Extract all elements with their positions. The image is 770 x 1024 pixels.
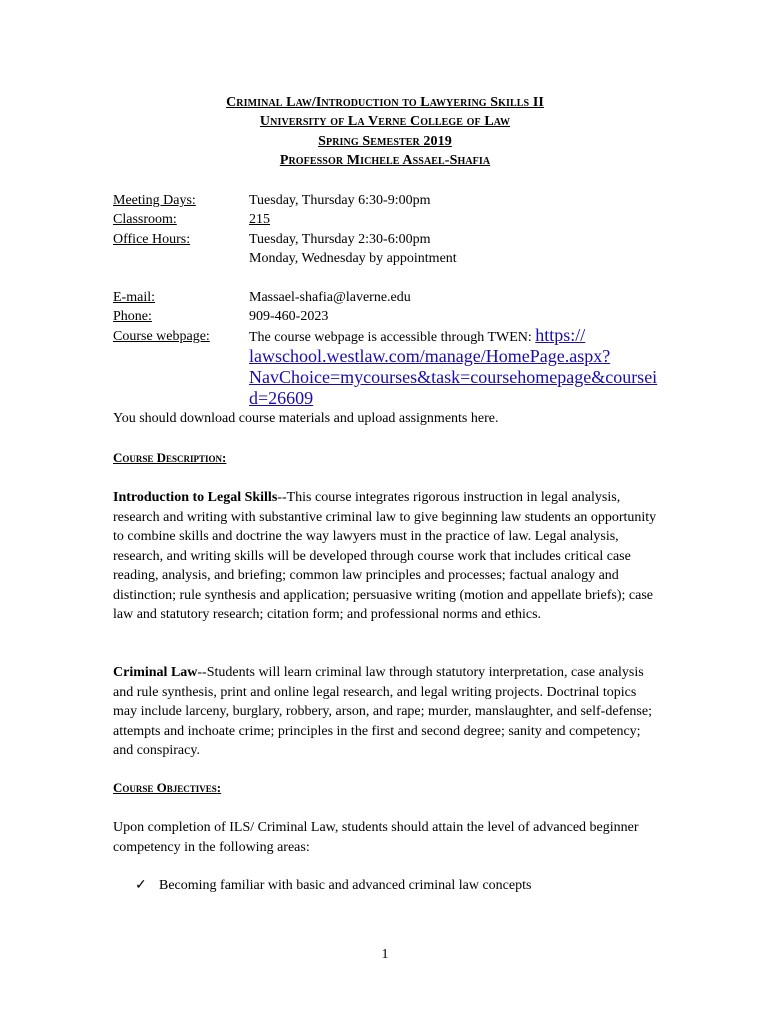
university-name: University of La Verne College of Law: [259, 114, 511, 129]
classroom-label: Classroom:: [113, 212, 177, 227]
course-webpage-label: Course webpage:: [113, 329, 210, 344]
course-description-heading-text: Course Description: [113, 450, 223, 465]
classroom-value: 215: [249, 212, 270, 227]
course-objectives-heading-text: Course Objectives: [113, 780, 217, 795]
phone-label: Phone:: [113, 309, 152, 324]
objective-item-1: [135, 877, 531, 894]
criminal-law-title: Criminal Law: [113, 665, 198, 680]
objectives-intro: Upon completion of ILS/ Criminal Law, students should attain the level of advanced beginner competency in the following areas:: [113, 820, 639, 855]
checkmark-icon: ✓: [135, 878, 147, 893]
course-webpage-text: The course webpage is accessible through TWEN:: [249, 330, 536, 345]
intro-legal-skills-title: Introduction to Legal Skills: [113, 490, 278, 505]
objective-item-1-text: Becoming familiar with basic and advanced criminal law concepts: [159, 878, 532, 893]
intro-legal-skills-paragraph: [113, 488, 658, 625]
meeting-days-label: Meeting Days:: [113, 193, 196, 208]
semester: Spring Semester 2019: [318, 134, 452, 149]
office-hours-value-2: Monday, Wednesday by appointment: [249, 251, 457, 266]
course-webpage-link-part-2[interactable]: lawschool.westlaw.com/manage/HomePage.aspx?: [249, 346, 611, 366]
email-label: E-mail:: [113, 290, 155, 305]
course-title: Criminal Law/Introduction to Lawyering Skills II: [226, 95, 544, 110]
course-description-heading-colon: :: [222, 450, 227, 465]
criminal-law-paragraph: [113, 663, 658, 761]
download-note: You should download course materials and upload assignments here.: [113, 411, 499, 426]
phone-value: 909-460-2023: [249, 309, 329, 324]
intro-legal-skills-text: --This course integrates rigorous instruction in legal analysis, research and writing with substantive criminal law to give beginning law students an opportunity to combine skills and doctrine the way lawyers must in the practice of law. Legal analysis, research, and writing skills will be developed through course work that includes critical case reading, analysis, and briefing; common law principles and processes; factual analogy and distinction; rule synthesis and application; persuasive writing (motion and appellate briefs); case law and statutory research; citation form; and professional norms and ethics.: [113, 490, 657, 622]
course-objectives-heading-colon: :: [216, 780, 222, 795]
course-description-heading: [113, 450, 226, 466]
course-webpage-link-part-1[interactable]: https://: [535, 325, 586, 345]
meeting-days-value: Tuesday, Thursday 6:30-9:00pm: [249, 193, 431, 208]
email-value[interactable]: Massael-shafia@laverne.edu: [249, 290, 411, 305]
course-objectives-heading: [113, 780, 221, 796]
office-hours-label: Office Hours:: [113, 232, 191, 247]
course-webpage-link-part-3[interactable]: NavChoice=mycourses&task=coursehomepage&coursei: [249, 367, 658, 387]
criminal-law-text: --Students will learn criminal law through statutory interpretation, case analysis and rule synthesis, print and online legal research, and legal writing projects. Doctrinal topics may include larceny, burglary, robbery, arson, and rape; murder, manslaughter, and self-defense; attempts and inchoate crime; principles in the first and second degree; sanity and competency; and conspiracy.: [113, 665, 652, 758]
page-number: 1: [381, 947, 389, 962]
course-webpage-value: [249, 325, 585, 346]
office-hours-value-1: Tuesday, Thursday 2:30-6:00pm: [249, 232, 431, 247]
professor-name: Professor Michele Assael-Shafia: [279, 153, 491, 168]
course-webpage-link-part-4[interactable]: d=26609: [249, 388, 314, 408]
